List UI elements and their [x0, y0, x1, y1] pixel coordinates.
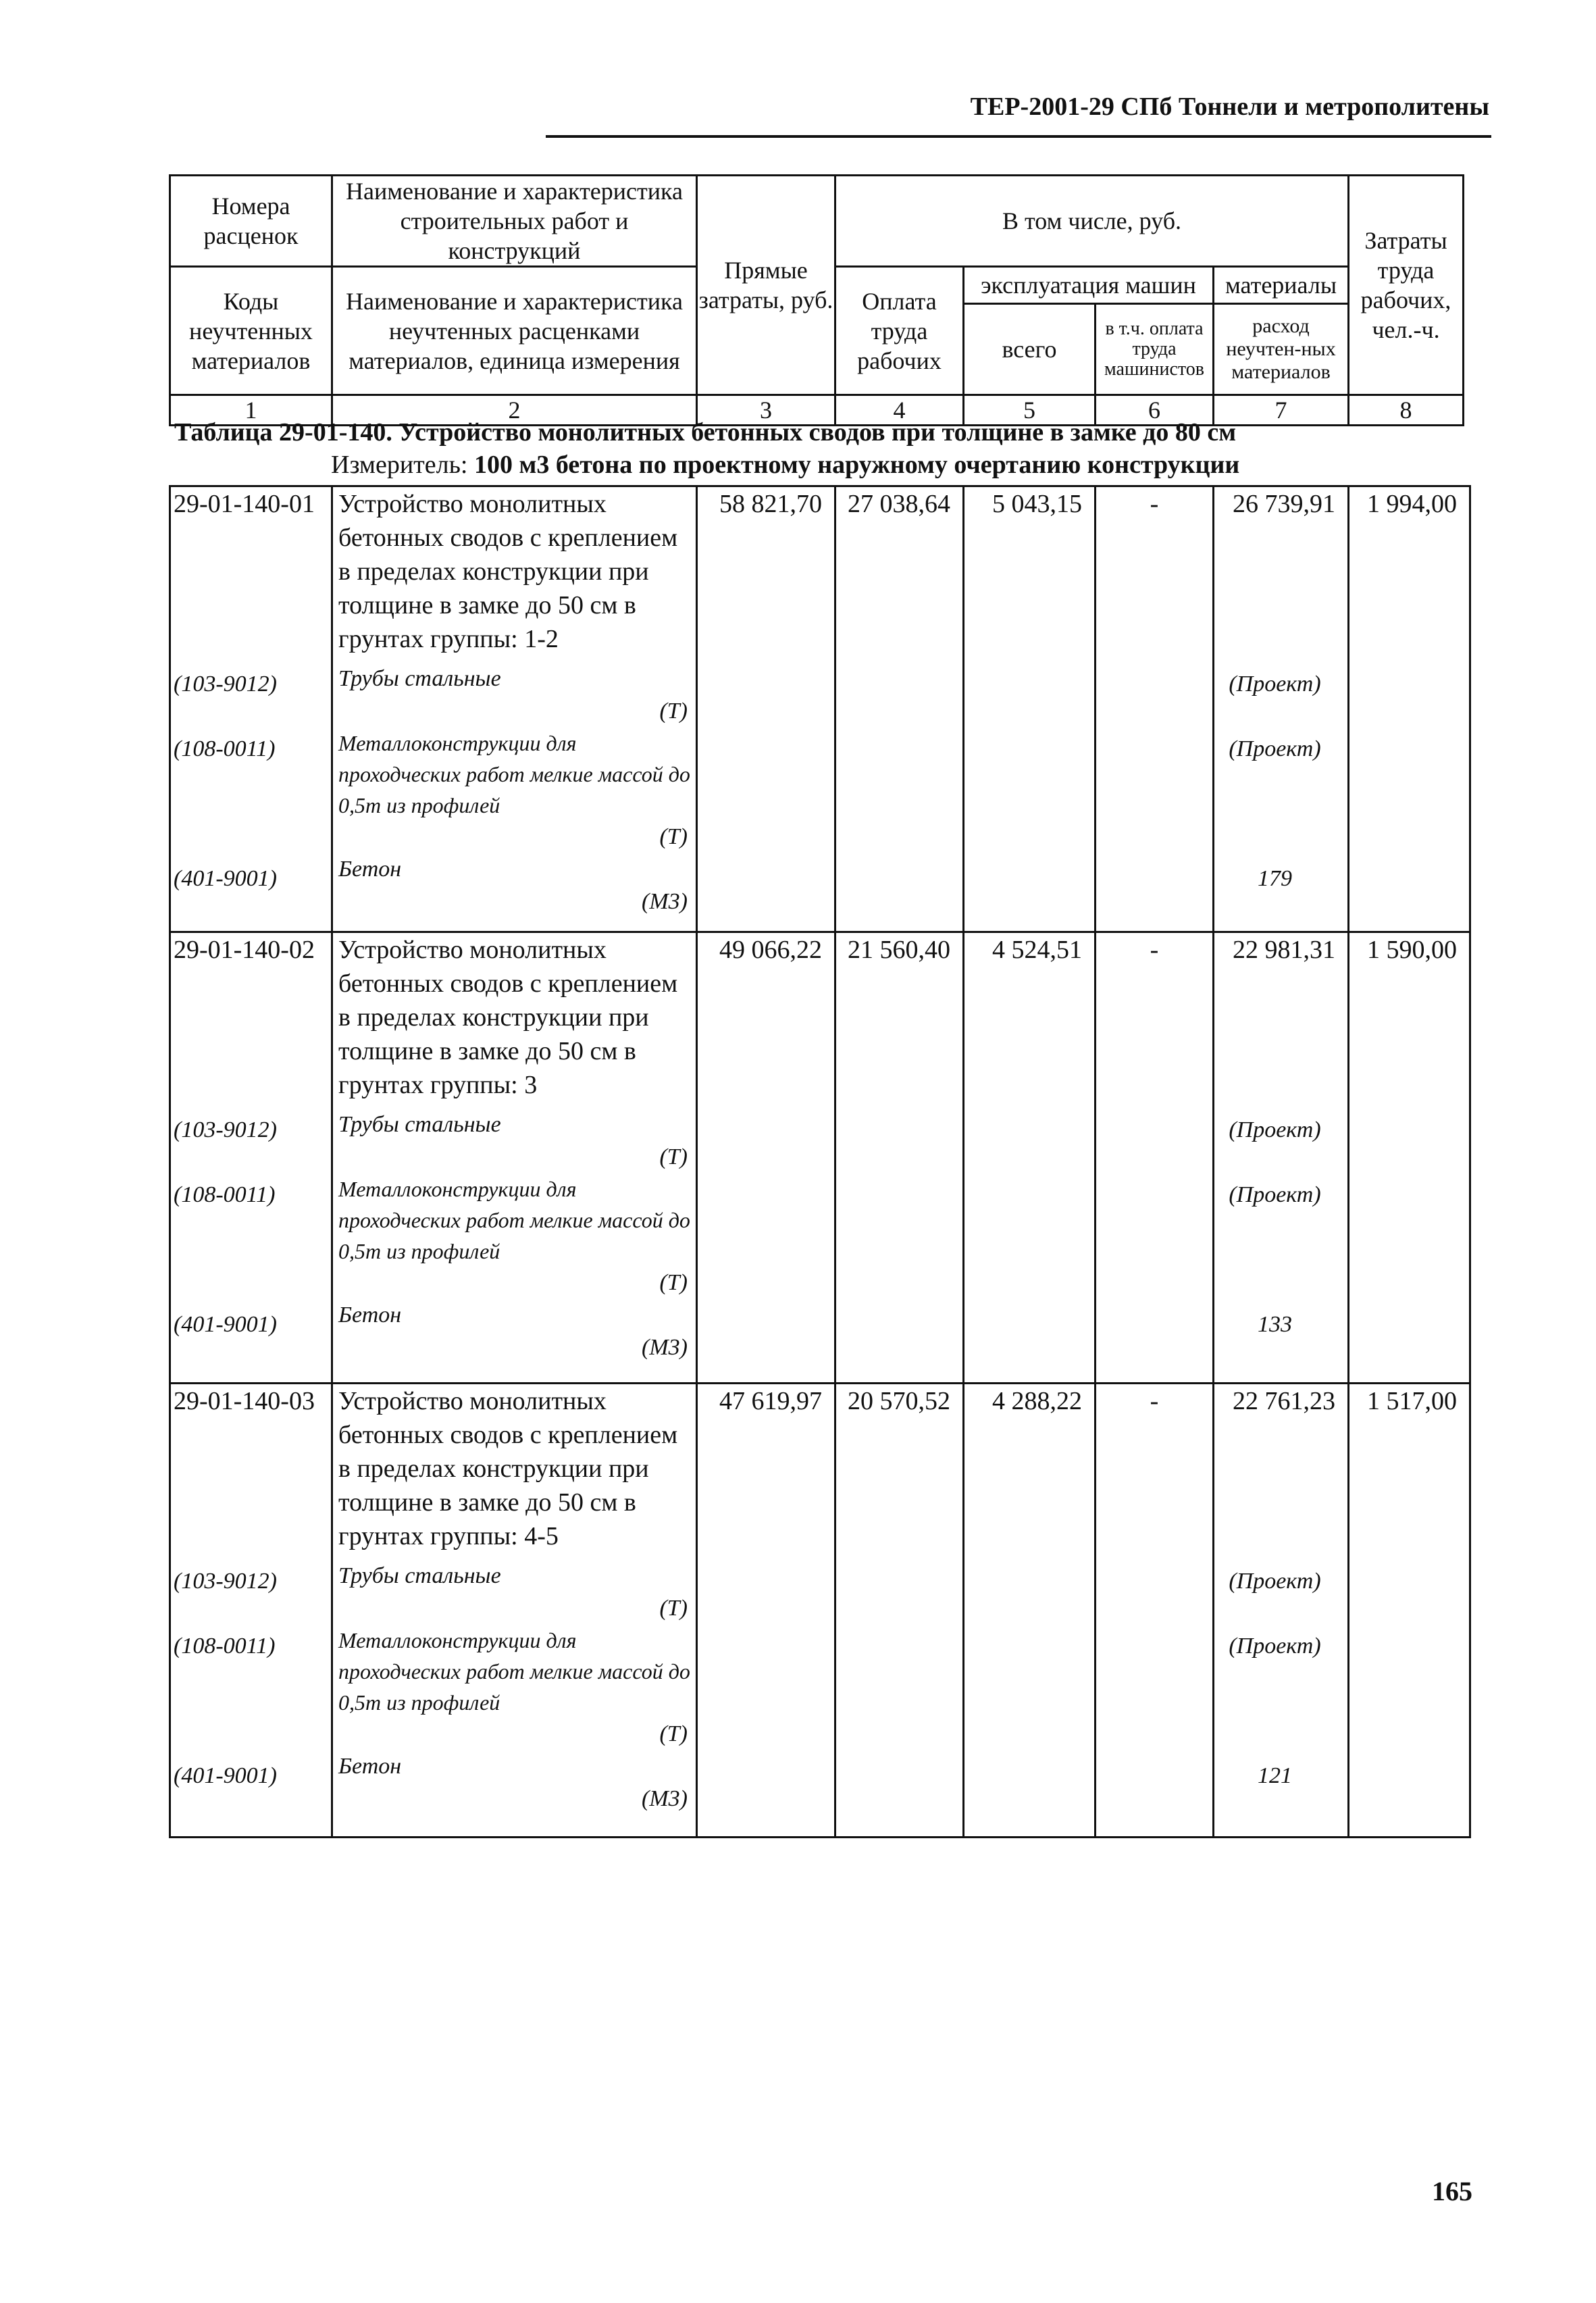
material-entry [338, 1750, 696, 1815]
rate-code: 29-01-140-02 [174, 936, 315, 964]
column-number: 8 [1349, 395, 1464, 426]
header-labor-pay: Оплата труда рабочих [835, 267, 964, 395]
material-code: (103-9012) [174, 1569, 277, 1594]
material-code: (401-9001) [174, 866, 277, 891]
material-code: (103-9012) [174, 672, 277, 697]
materials-value: 22 761,23 [1233, 1387, 1335, 1415]
labor-pay-value: 27 038,64 [835, 486, 964, 932]
material-quantity: (Проект) [1229, 1182, 1321, 1207]
material-code: (103-9012) [174, 1117, 277, 1142]
measure-line [331, 450, 1239, 480]
direct-cost-value: 47 619,97 [697, 1384, 835, 1838]
material-quantity: (Проект) [1229, 1117, 1321, 1142]
measure-prefix: Измеритель: [331, 451, 468, 479]
labor-hours-value: 1 994,00 [1349, 486, 1470, 932]
column-number: 6 [1096, 395, 1214, 426]
material-quantity: 133 [1258, 1312, 1292, 1337]
material-code: (401-9001) [174, 1312, 277, 1337]
material-unit: (М3) [642, 889, 688, 914]
material-quantity: 179 [1258, 866, 1292, 891]
material-unit: (Т) [659, 699, 688, 724]
material-entry [338, 1173, 696, 1299]
measure-text: 100 м3 бетона по проектному наружному очертанию конструкции [474, 451, 1240, 479]
material-name: Бетон [338, 1754, 402, 1779]
materials-cell [1214, 1384, 1349, 1838]
header-machines-total: всего [964, 304, 1096, 395]
rate-name-cell [332, 486, 697, 932]
header-machines: эксплуатация машин [964, 267, 1214, 304]
header-including-group: В том числе, руб. [835, 176, 1349, 267]
rate-code-cell [170, 486, 332, 932]
header-direct-costs: Прямые затраты, руб. [697, 176, 835, 395]
labor-pay-value: 20 570,52 [835, 1384, 964, 1838]
machines-total-value: 4 524,51 [964, 932, 1096, 1384]
material-entry [338, 853, 696, 918]
rate-name-cell [332, 1384, 697, 1838]
header-materials: материалы [1214, 267, 1349, 304]
header-rate-numbers: Номера расценок [170, 176, 332, 267]
table-caption: Таблица 29-01-140. Устройство монолитных бетонных сводов при толщине в замке до 80 см [174, 418, 1237, 447]
materials-cell [1214, 932, 1349, 1384]
rate-section [170, 1384, 1470, 1838]
material-name: Трубы стальные [338, 666, 501, 691]
column-header-table [169, 174, 1464, 426]
materials-value: 22 981,31 [1233, 936, 1335, 964]
column-number: 5 [964, 395, 1096, 426]
material-name: Металлоконструкции для проходческих работ мелкие массой до 0,5т из профилей [338, 731, 690, 817]
rate-code-cell [170, 932, 332, 1384]
header-operators-pay: в т.ч. оплата труда машинистов [1096, 304, 1214, 395]
material-name: Металлоконструкции для проходческих работ мелкие массой до 0,5т из профилей [338, 1628, 690, 1715]
column-number: 4 [835, 395, 964, 426]
material-entry [338, 728, 696, 853]
header-material-name: Наименование и характеристика неучтенных расценками материалов, единица измерения [332, 267, 697, 395]
direct-cost-value: 58 821,70 [697, 486, 835, 932]
materials-value: 26 739,91 [1233, 490, 1335, 518]
material-entry [338, 1560, 696, 1625]
material-unit: (Т) [659, 1144, 688, 1169]
rate-code: 29-01-140-01 [174, 490, 315, 518]
machines-total-value: 5 043,15 [964, 486, 1096, 932]
operators-pay-value: - [1096, 1384, 1214, 1838]
material-quantity: (Проект) [1229, 1569, 1321, 1594]
header-material-codes: Коды неучтенных материалов [170, 267, 332, 395]
header-unaccounted-materials: расход неучтен-ных материалов [1214, 304, 1349, 395]
labor-hours-value: 1 517,00 [1349, 1384, 1470, 1838]
column-number: 3 [697, 395, 835, 426]
column-number: 1 [170, 395, 332, 426]
material-unit: (Т) [659, 1270, 688, 1295]
rate-name: Устройство монолитных бетонных сводов с креплением в пределах конструкции при толщине в замке до 50 см в грунтах группы: 4-5 [338, 1387, 678, 1550]
header-labor-hours: Затраты труда рабочих, чел.-ч. [1349, 176, 1464, 395]
material-unit: (Т) [659, 824, 688, 849]
column-number: 2 [332, 395, 697, 426]
material-quantity: (Проект) [1229, 672, 1321, 697]
material-code: (401-9001) [174, 1763, 277, 1788]
material-quantity: (Проект) [1229, 736, 1321, 761]
direct-cost-value: 49 066,22 [697, 932, 835, 1384]
material-quantity: (Проект) [1229, 1634, 1321, 1659]
price-table [169, 485, 1471, 1838]
rate-code: 29-01-140-03 [174, 1387, 315, 1415]
rate-name-cell [332, 932, 697, 1384]
material-entry [338, 663, 696, 728]
operators-pay-value: - [1096, 932, 1214, 1384]
header-work-name: Наименование и характеристика строительных работ и конструкций [332, 176, 697, 267]
labor-pay-value: 21 560,40 [835, 932, 964, 1384]
title-rule [546, 135, 1491, 138]
material-name: Бетон [338, 1302, 402, 1327]
column-number: 7 [1214, 395, 1349, 426]
rate-code-cell [170, 1384, 332, 1838]
material-entry [338, 1109, 696, 1173]
rate-name: Устройство монолитных бетонных сводов с креплением в пределах конструкции при толщине в замке до 50 см в грунтах группы: 1-2 [338, 490, 678, 653]
document-title: ТЕР-2001-29 СПб Тоннели и метрополитены [970, 93, 1489, 121]
machines-total-value: 4 288,22 [964, 1384, 1096, 1838]
material-code: (108-0011) [174, 736, 276, 761]
material-entry [338, 1299, 696, 1364]
material-name: Трубы стальные [338, 1563, 501, 1588]
material-name: Металлоконструкции для проходческих работ мелкие массой до 0,5т из профилей [338, 1177, 690, 1263]
materials-cell [1214, 486, 1349, 932]
material-unit: (Т) [659, 1721, 688, 1746]
material-name: Трубы стальные [338, 1112, 501, 1137]
operators-pay-value: - [1096, 486, 1214, 932]
material-name: Бетон [338, 857, 402, 882]
material-entry [338, 1625, 696, 1750]
material-unit: (Т) [659, 1596, 688, 1621]
material-code: (108-0011) [174, 1634, 276, 1659]
rate-name: Устройство монолитных бетонных сводов с креплением в пределах конструкции при толщине в замке до 50 см в грунтах группы: 3 [338, 936, 678, 1099]
material-code: (108-0011) [174, 1182, 276, 1207]
page-number: 165 [1432, 2176, 1472, 2206]
labor-hours-value: 1 590,00 [1349, 932, 1470, 1384]
rate-section [170, 486, 1470, 932]
material-unit: (М3) [642, 1335, 688, 1360]
material-unit: (М3) [642, 1786, 688, 1811]
rate-section [170, 932, 1470, 1384]
material-quantity: 121 [1258, 1763, 1292, 1788]
